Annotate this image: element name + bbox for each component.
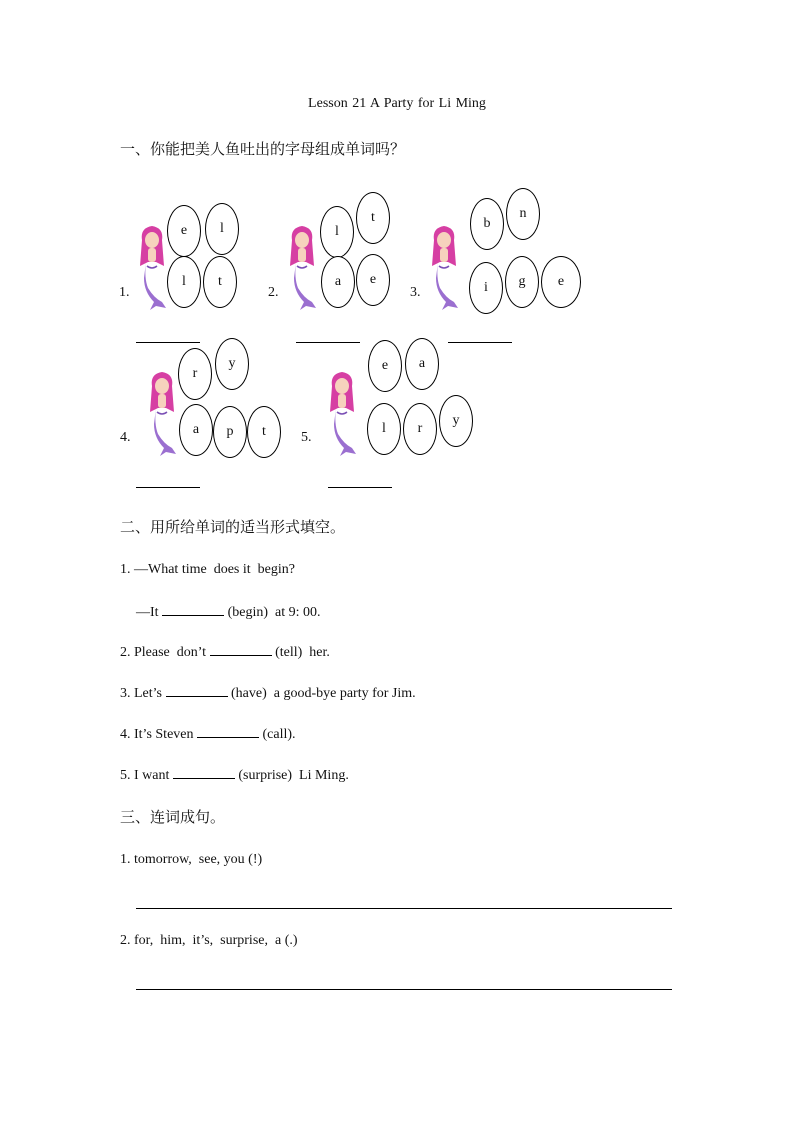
s2-question-3 [120,684,416,702]
item1-number: 1. [119,285,130,300]
letter-bubble: l [167,256,201,308]
section2-heading: 二、用所给单词的适当形式填空。 [120,518,346,536]
letter-bubble: e [356,254,390,306]
mermaid-illustration-5 [324,368,360,460]
letter-bubble: y [439,395,473,447]
letter-bubble: e [167,205,201,257]
letter-bubble: l [367,403,401,455]
s2-q2-prefix: 2. Please don’t [120,645,210,660]
s2-question-5 [120,766,349,784]
answer-line-4[interactable] [136,487,200,488]
letter-bubble: a [405,338,439,390]
mermaid-illustration-2 [284,222,320,314]
mermaid-illustration-4 [144,368,180,460]
s2-q3-suffix: (have) a good-bye party for Jim. [227,686,416,701]
mermaid-illustration-1 [134,222,170,314]
s2-q4-suffix: (call). [259,727,296,742]
s2-question-4 [120,725,296,743]
letter-bubble: i [469,262,503,314]
s2-question-1a: 1. —What time does it begin? [120,562,295,577]
s2-q2-suffix: (tell) her. [271,645,330,660]
letter-bubble: l [205,203,239,255]
letter-bubble: r [178,348,212,400]
answer-line-3[interactable] [448,342,512,343]
item3-number: 3. [410,285,421,300]
letter-bubble: e [541,256,581,308]
s2-q5-prefix: 5. I want [120,768,173,783]
sentence-answer-line-1[interactable] [136,908,672,909]
letter-bubble: a [179,404,213,456]
fill-blank-2[interactable] [210,643,272,656]
s2-q1b-suffix: (begin) at 9: 00. [224,605,321,620]
section3-heading: 三、连词成句。 [120,808,226,826]
item5-number: 5. [301,430,312,445]
letter-bubble: a [321,256,355,308]
s2-question-1b [136,603,320,621]
letter-bubble: t [203,256,237,308]
s2-q3-prefix: 3. Let’s [120,686,166,701]
item4-number: 4. [120,430,131,445]
s2-q1b-prefix: —It [136,605,163,620]
letter-bubble: p [213,406,247,458]
s2-q5-suffix: (surprise) Li Ming. [234,768,349,783]
letter-bubble: r [403,403,437,455]
letter-bubble: l [320,206,354,258]
letter-bubble: t [356,192,390,244]
letter-bubble: g [505,256,539,308]
answer-line-2[interactable] [296,342,360,343]
sentence-answer-line-2[interactable] [136,989,672,990]
s2-q4-prefix: 4. It’s Steven [120,727,197,742]
lesson-title: Lesson 21 A Party for Li Ming [308,96,486,111]
fill-blank-4[interactable] [197,725,259,738]
s2-question-2 [120,643,330,661]
answer-line-1[interactable] [136,342,200,343]
letter-bubble: t [247,406,281,458]
answer-line-5[interactable] [328,487,392,488]
letter-bubble: y [215,338,249,390]
mermaid-illustration-3 [426,222,462,314]
fill-blank-3[interactable] [166,684,228,697]
letter-bubble: e [368,340,402,392]
fill-blank-1[interactable] [162,603,224,616]
section1-heading: 一、你能把美人鱼吐出的字母组成单词吗？ [120,140,406,158]
letter-bubble: b [470,198,504,250]
item2-number: 2. [268,285,279,300]
s3-question-1: 1. tomorrow, see, you (!) [120,852,263,867]
fill-blank-5[interactable] [173,766,235,779]
s3-question-2: 2. for, him, it’s, surprise, a (.) [120,933,298,948]
letter-bubble: n [506,188,540,240]
